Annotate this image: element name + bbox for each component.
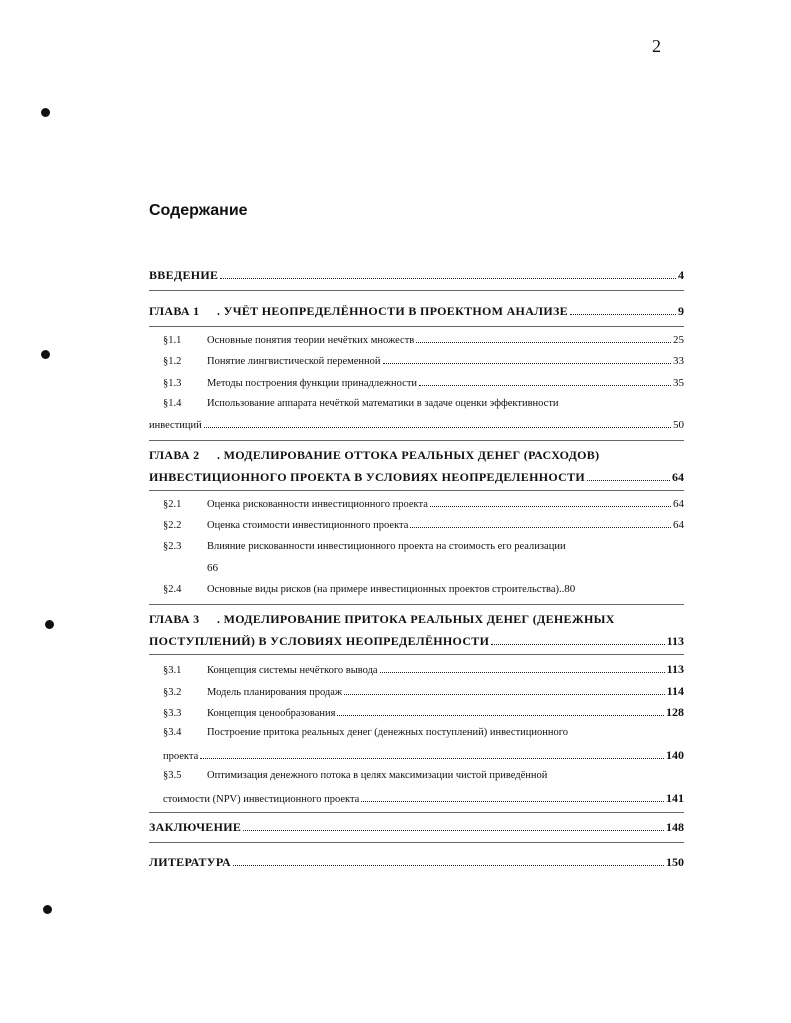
toc-section-1-4-cont[interactable] bbox=[149, 419, 684, 431]
toc-intro-label: ВВЕДЕНИЕ bbox=[149, 268, 219, 282]
divider bbox=[149, 440, 684, 441]
punch-hole-1 bbox=[41, 108, 50, 117]
section-3-2-number: §3.2 bbox=[163, 687, 182, 698]
section-2-1-page: 64 bbox=[673, 498, 684, 510]
section-3-5-number: §3.5 bbox=[163, 770, 182, 781]
dot-leader bbox=[243, 830, 664, 831]
section-1-2-title: Понятие лингвистической переменной bbox=[207, 356, 381, 367]
section-3-5-title: Оптимизация денежного потока в целях максимизации чистой приведённой bbox=[207, 770, 548, 781]
toc-section-1-4[interactable] bbox=[163, 398, 559, 409]
chapter-2-title-cont: ИНВЕСТИЦИОННОГО ПРОЕКТА В УСЛОВИЯХ НЕОПРЕДЕЛЕННОСТИ bbox=[149, 470, 586, 484]
dot-leader bbox=[570, 314, 676, 315]
section-3-4-number: §3.4 bbox=[163, 727, 182, 738]
toc-intro-page: 4 bbox=[678, 268, 684, 282]
toc-section-2-3[interactable] bbox=[163, 541, 566, 552]
section-3-4-title: Построение притока реальных денег (денежных поступлений) инвестиционного bbox=[207, 727, 569, 738]
toc-section-3-2[interactable] bbox=[163, 684, 684, 699]
page-number: 2 bbox=[652, 36, 661, 56]
section-2-1-title: Оценка рискованности инвестиционного проекта bbox=[207, 499, 428, 510]
toc-literature-page: 150 bbox=[666, 855, 684, 869]
section-2-2-page: 64 bbox=[673, 519, 684, 531]
divider bbox=[149, 812, 684, 813]
section-3-3-title: Концепция ценообразования bbox=[207, 708, 336, 719]
chapter-3-title-cont: ПОСТУПЛЕНИЙ) В УСЛОВИЯХ НЕОПРЕДЕЛЁННОСТИ bbox=[149, 634, 490, 648]
toc-chapter-1[interactable] bbox=[149, 304, 684, 319]
section-1-3-title: Методы построения функции принадлежности bbox=[207, 378, 418, 389]
toc-section-3-5[interactable] bbox=[163, 770, 547, 781]
section-1-2-page: 33 bbox=[673, 355, 684, 367]
chapter-2-number: ГЛАВА 2 bbox=[149, 448, 200, 462]
section-3-5-page: 141 bbox=[666, 791, 684, 805]
dot-leader bbox=[200, 758, 664, 759]
divider bbox=[149, 842, 684, 843]
toc-section-3-4-cont[interactable] bbox=[163, 748, 684, 763]
toc-section-3-4[interactable] bbox=[163, 727, 568, 738]
section-3-4-page: 140 bbox=[666, 748, 684, 762]
dot-leader bbox=[430, 506, 671, 507]
section-3-2-page: 114 bbox=[666, 684, 684, 698]
toc-section-2-1[interactable] bbox=[163, 498, 684, 510]
chapter-3-page: 113 bbox=[666, 634, 684, 648]
toc-chapter-2[interactable] bbox=[149, 448, 599, 463]
dot-leader bbox=[361, 801, 664, 802]
dot-leader bbox=[233, 865, 664, 866]
chapter-1-title: . УЧЁТ НЕОПРЕДЕЛЁННОСТИ В ПРОЕКТНОМ АНАЛИЗЕ bbox=[217, 304, 568, 318]
section-2-3-page: 66 bbox=[207, 562, 218, 574]
dot-leader bbox=[383, 363, 671, 364]
toc-chapter-2-cont[interactable] bbox=[149, 470, 684, 485]
chapter-2-title: . МОДЕЛИРОВАНИЕ ОТТОКА РЕАЛЬНЫХ ДЕНЕГ (РАСХОДОВ) bbox=[217, 448, 600, 462]
dot-leader bbox=[220, 278, 676, 279]
chapter-3-title: . МОДЕЛИРОВАНИЕ ПРИТОКА РЕАЛЬНЫХ ДЕНЕГ (ДЕНЕЖНЫХ bbox=[217, 612, 615, 626]
dot-leader bbox=[587, 480, 670, 481]
toc-conclusion-page: 148 bbox=[666, 820, 684, 834]
section-1-4-page: 50 bbox=[673, 419, 684, 431]
toc-section-2-2[interactable] bbox=[163, 519, 684, 531]
section-1-4-title-cont: инвестиций bbox=[149, 420, 202, 431]
toc-section-1-3[interactable] bbox=[163, 377, 684, 389]
toc-conclusion[interactable] bbox=[149, 820, 684, 835]
chapter-3-number: ГЛАВА 3 bbox=[149, 612, 200, 626]
section-3-5-title-cont: стоимости (NPV) инвестиционного проекта bbox=[163, 794, 360, 805]
section-1-1-title: Основные понятия теории нечётких множеств bbox=[207, 335, 415, 346]
dot-leader bbox=[416, 342, 671, 343]
section-2-1-number: §2.1 bbox=[163, 499, 182, 510]
toc-section-3-3[interactable] bbox=[163, 705, 684, 720]
dot-leader bbox=[419, 385, 671, 386]
section-1-3-page: 35 bbox=[673, 377, 684, 389]
toc-intro[interactable] bbox=[149, 268, 684, 283]
section-2-4-number: §2.4 bbox=[163, 584, 182, 595]
punch-hole-2 bbox=[41, 350, 50, 359]
toc-section-1-2[interactable] bbox=[163, 355, 684, 367]
chapter-2-page: 64 bbox=[672, 470, 684, 484]
toc-section-2-4[interactable] bbox=[163, 583, 575, 595]
contents-title: Содержание bbox=[149, 202, 248, 219]
dot-leader bbox=[337, 715, 664, 716]
toc-section-3-1[interactable] bbox=[163, 662, 684, 677]
dot-leader bbox=[491, 644, 664, 645]
toc-conclusion-label: ЗАКЛЮЧЕНИЕ bbox=[149, 820, 242, 834]
toc-literature-label: ЛИТЕРАТУРА bbox=[149, 855, 231, 869]
punch-hole-4 bbox=[43, 905, 52, 914]
section-3-4-title-cont: проекта bbox=[163, 751, 199, 762]
section-2-3-title: Влияние рискованности инвестиционного проекта на стоимость его реализации bbox=[207, 541, 566, 552]
divider bbox=[149, 604, 684, 605]
section-1-4-number: §1.4 bbox=[163, 398, 182, 409]
divider bbox=[149, 326, 684, 327]
section-3-1-title: Концепция системы нечёткого вывода bbox=[207, 665, 378, 676]
dot-leader bbox=[410, 527, 671, 528]
toc-section-3-5-cont[interactable] bbox=[163, 791, 684, 806]
divider bbox=[149, 654, 684, 655]
section-1-4-title: Использование аппарата нечёткой математики в задаче оценки эффективности bbox=[207, 398, 559, 409]
section-3-3-page: 128 bbox=[666, 705, 684, 719]
punch-hole-3 bbox=[45, 620, 54, 629]
divider bbox=[149, 490, 684, 491]
section-2-2-title: Оценка стоимости инвестиционного проекта bbox=[207, 520, 409, 531]
section-3-2-title: Модель планирования продаж bbox=[207, 687, 343, 698]
section-1-1-page: 25 bbox=[673, 334, 684, 346]
toc-section-1-1[interactable] bbox=[163, 334, 684, 346]
section-2-4-title: Основные виды рисков (на примере инвестиционных проектов строительства).. bbox=[207, 584, 565, 595]
section-2-4-page: 80 bbox=[564, 583, 576, 595]
section-1-1-number: §1.1 bbox=[163, 335, 182, 346]
section-1-2-number: §1.2 bbox=[163, 356, 182, 367]
toc-literature[interactable] bbox=[149, 855, 684, 870]
section-3-3-number: §3.3 bbox=[163, 708, 182, 719]
dot-leader bbox=[380, 672, 665, 673]
dot-leader bbox=[204, 427, 671, 428]
section-2-2-number: §2.2 bbox=[163, 520, 182, 531]
toc-chapter-3-cont[interactable] bbox=[149, 634, 684, 649]
section-3-1-number: §3.1 bbox=[163, 665, 182, 676]
divider bbox=[149, 290, 684, 291]
toc-section-2-3-page-row[interactable] bbox=[207, 562, 218, 574]
dot-leader bbox=[344, 694, 664, 695]
section-1-3-number: §1.3 bbox=[163, 378, 182, 389]
section-2-3-number: §2.3 bbox=[163, 541, 182, 552]
chapter-1-page: 9 bbox=[678, 304, 684, 318]
section-3-1-page: 113 bbox=[666, 662, 684, 676]
toc-chapter-3[interactable] bbox=[149, 612, 615, 627]
chapter-1-number: ГЛАВА 1 bbox=[149, 304, 200, 318]
